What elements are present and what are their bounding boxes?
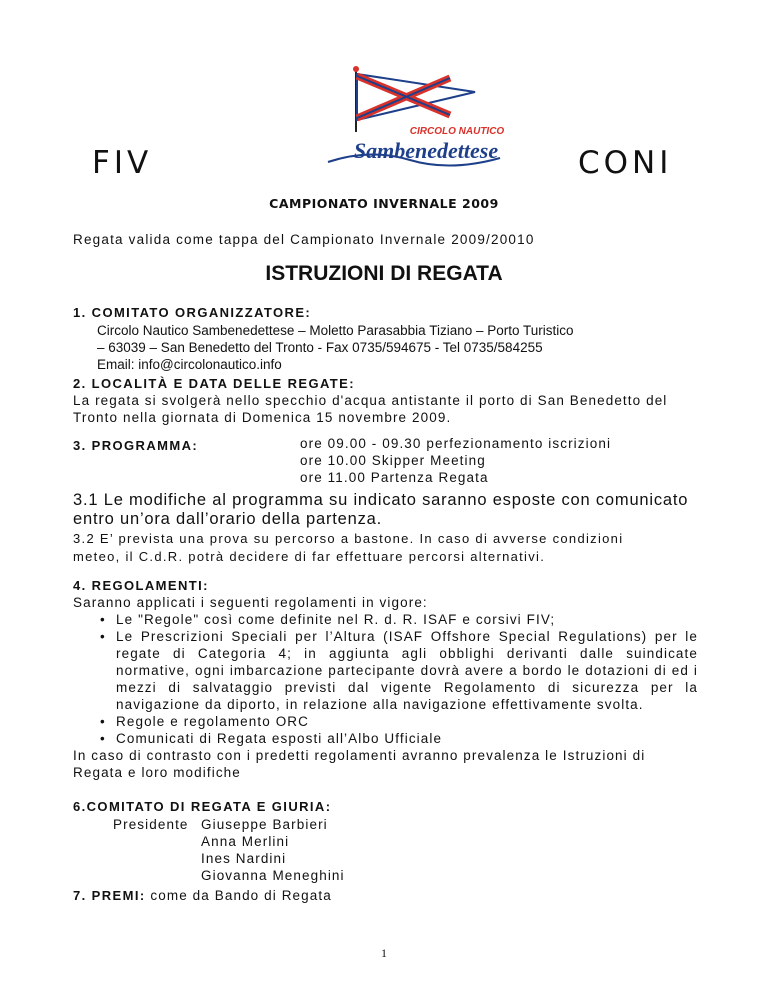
program-item: ore 10.00 Skipper Meeting (300, 453, 486, 468)
organizer-line: Circolo Nautico Sambenedettese – Moletto Parasabbia Tiziano – Porto Turistico (97, 323, 574, 338)
address-line: – 63039 – San Benedetto del Tronto - Fax 0735/594675 - Tel 0735/584255 (97, 340, 543, 355)
committee-role: Presidente (113, 817, 189, 832)
date-line: Tronto nella giornata di Domenica 15 novembre 2009. (73, 410, 452, 425)
rules-closing (73, 747, 698, 781)
section-7-text: come da Bando di Regata (150, 888, 332, 903)
rules-list (98, 611, 698, 747)
program-item: ore 11.00 Partenza Regata (300, 470, 489, 485)
committee-member: Giovanna Meneghini (201, 868, 345, 883)
rule-item: • Comunicati di Regata esposti all’Albo Ufficiale (98, 730, 698, 747)
section-4-body (73, 594, 698, 781)
rule-item: • Le "Regole" così come definite nel R. d. R. ISAF e corsivi FIV; (98, 611, 698, 628)
location-line: La regata si svolgerà nello specchio d'acqua antistante il porto di San Benedetto del (73, 393, 668, 408)
section-7-heading: 7. PREMI: (73, 888, 146, 903)
club-logo (300, 62, 530, 174)
committee-member: Anna Merlini (201, 834, 290, 849)
note-3-2 (73, 530, 623, 566)
section-2-heading: 2. LOCALITÀ E DATA DELLE REGATE: (73, 376, 355, 391)
rules-closing-line: Regata e loro modifiche (73, 765, 241, 780)
committee-member: Giuseppe Barbieri (201, 817, 328, 832)
email-line: Email: info@circolonautico.info (97, 357, 282, 372)
note-3-1-line: entro un’ora dall’orario della partenza. (73, 510, 383, 528)
note-3-1-line: 3.1 Le modifiche al programma su indicato saranno esposte con comunicato (73, 491, 689, 509)
rules-closing-line: In caso di contrasto con i predetti regolamenti avranno prevalenza le Istruzioni di (73, 748, 646, 763)
program-list (300, 435, 611, 486)
program-item: ore 09.00 - 09.30 perfezionamento iscrizioni (300, 436, 612, 451)
committee-members (201, 816, 345, 884)
rules-intro: Saranno applicati i seguenti regolamenti in vigore: (73, 595, 428, 610)
logo-text-bottom: Sambenedettese (353, 138, 499, 163)
section-1-heading: 1. COMITATO ORGANIZZATORE: (73, 305, 312, 320)
note-3-2-line: 3.2 E’ prevista una prova su percorso a bastone. In caso di avverse condizioni (73, 531, 624, 546)
section-2-body (73, 392, 667, 426)
committee-member: Ines Nardini (201, 851, 287, 866)
coni-label: CONI (578, 145, 673, 181)
section-3-heading: 3. PROGRAMMA: (73, 438, 199, 453)
subtitle: Regata valida come tappa del Campionato Invernale 2009/20010 (73, 232, 535, 247)
note-3-1 (73, 491, 688, 529)
fiv-label: FIV (92, 145, 153, 181)
section-6-heading: 6.COMITATO DI REGATA E GIURIA: (73, 799, 332, 814)
section-4-heading: 4. REGOLAMENTI: (73, 578, 209, 593)
note-3-2-line: meteo, il C.d.R. potrà decidere di far effettuare percorsi alternativi. (73, 549, 546, 564)
logo-text-top: CIRCOLO NAUTICO (409, 126, 505, 137)
rule-item: • Regole e regolamento ORC (98, 713, 698, 730)
section-1-body (97, 322, 574, 373)
page-title: ISTRUZIONI DI REGATA (265, 262, 503, 285)
page-number: 1 (381, 946, 387, 960)
section-7 (73, 887, 332, 904)
rule-item: • Le Prescrizioni Speciali per l’Altura (ISAF Offshore Special Regulations) per le regate di Categoria 4; in aggiunta agli obblighi derivanti dalle suindicate normative, ogni imbarcazione partecipante dovrà avere a bordo le dotazioni di ed i mezzi di salvataggio previsti dal vigente Regolamento di sicurezza per la navigazione da diporto, in relazione alla navigazione effettivamente svolta. (98, 628, 698, 713)
championship-title: CAMPIONATO INVERNALE 2009 (269, 196, 499, 211)
